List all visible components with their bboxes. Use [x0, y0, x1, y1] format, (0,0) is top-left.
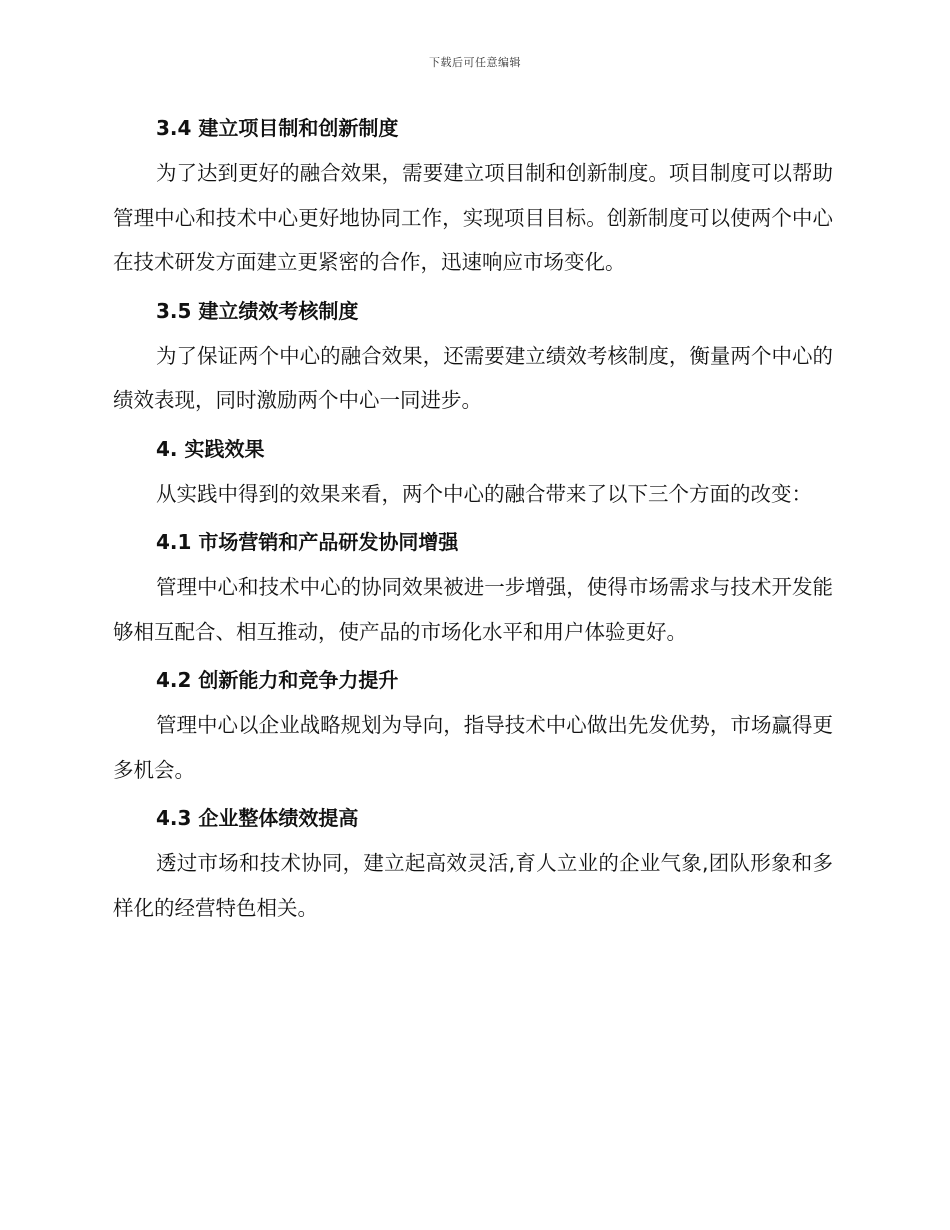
- section-4-3: [113, 802, 833, 930]
- section-heading: 4.3 企业整体绩效提高: [156, 806, 359, 830]
- section-3-4: [113, 112, 833, 285]
- section-paragraph: 从实践中得到的效果来看，两个中心的融合带来了以下三个方面的改变：: [156, 481, 812, 506]
- section-heading: 4. 实践效果: [156, 436, 265, 461]
- section-heading: 3.5 建立绩效考核制度: [156, 298, 359, 323]
- section-paragraph: 管理中心以企业战略规划为导向，指导技术中心做出先发优势，市场赢得更多机会。: [113, 713, 833, 782]
- section-heading: 3.4 建立项目制和创新制度: [156, 116, 399, 140]
- section-4-2: [113, 664, 833, 792]
- section-3-5: [113, 295, 833, 423]
- document-body: [113, 112, 833, 930]
- section-paragraph: 为了达到更好的融合效果，需要建立项目制和创新制度。项目制度可以帮助管理中心和技术中心更好地协同工作，实现项目目标。创新制度可以使两个中心在技术研发方面建立更紧密的合作，迅速响应市场变化。: [113, 161, 833, 274]
- section-4: [113, 433, 833, 517]
- section-paragraph: 透过市场和技术协同，建立起高效灵活,育人立业的企业气象,团队形象和多样化的经营特色相关。: [113, 851, 833, 920]
- section-heading: 4.1 市场营销和产品研发协同增强: [156, 530, 459, 554]
- page-header: 下载后可任意编辑: [429, 56, 521, 69]
- section-heading: 4.2 创新能力和竞争力提升: [156, 668, 399, 692]
- section-4-1: [113, 526, 833, 654]
- section-paragraph: 为了保证两个中心的融合效果，还需要建立绩效考核制度，衡量两个中心的绩效表现，同时激励两个中心一同进步。: [113, 343, 833, 412]
- section-paragraph: 管理中心和技术中心的协同效果被进一步增强，使得市场需求与技术开发能够相互配合、相互推动，使产品的市场化水平和用户体验更好。: [113, 575, 833, 644]
